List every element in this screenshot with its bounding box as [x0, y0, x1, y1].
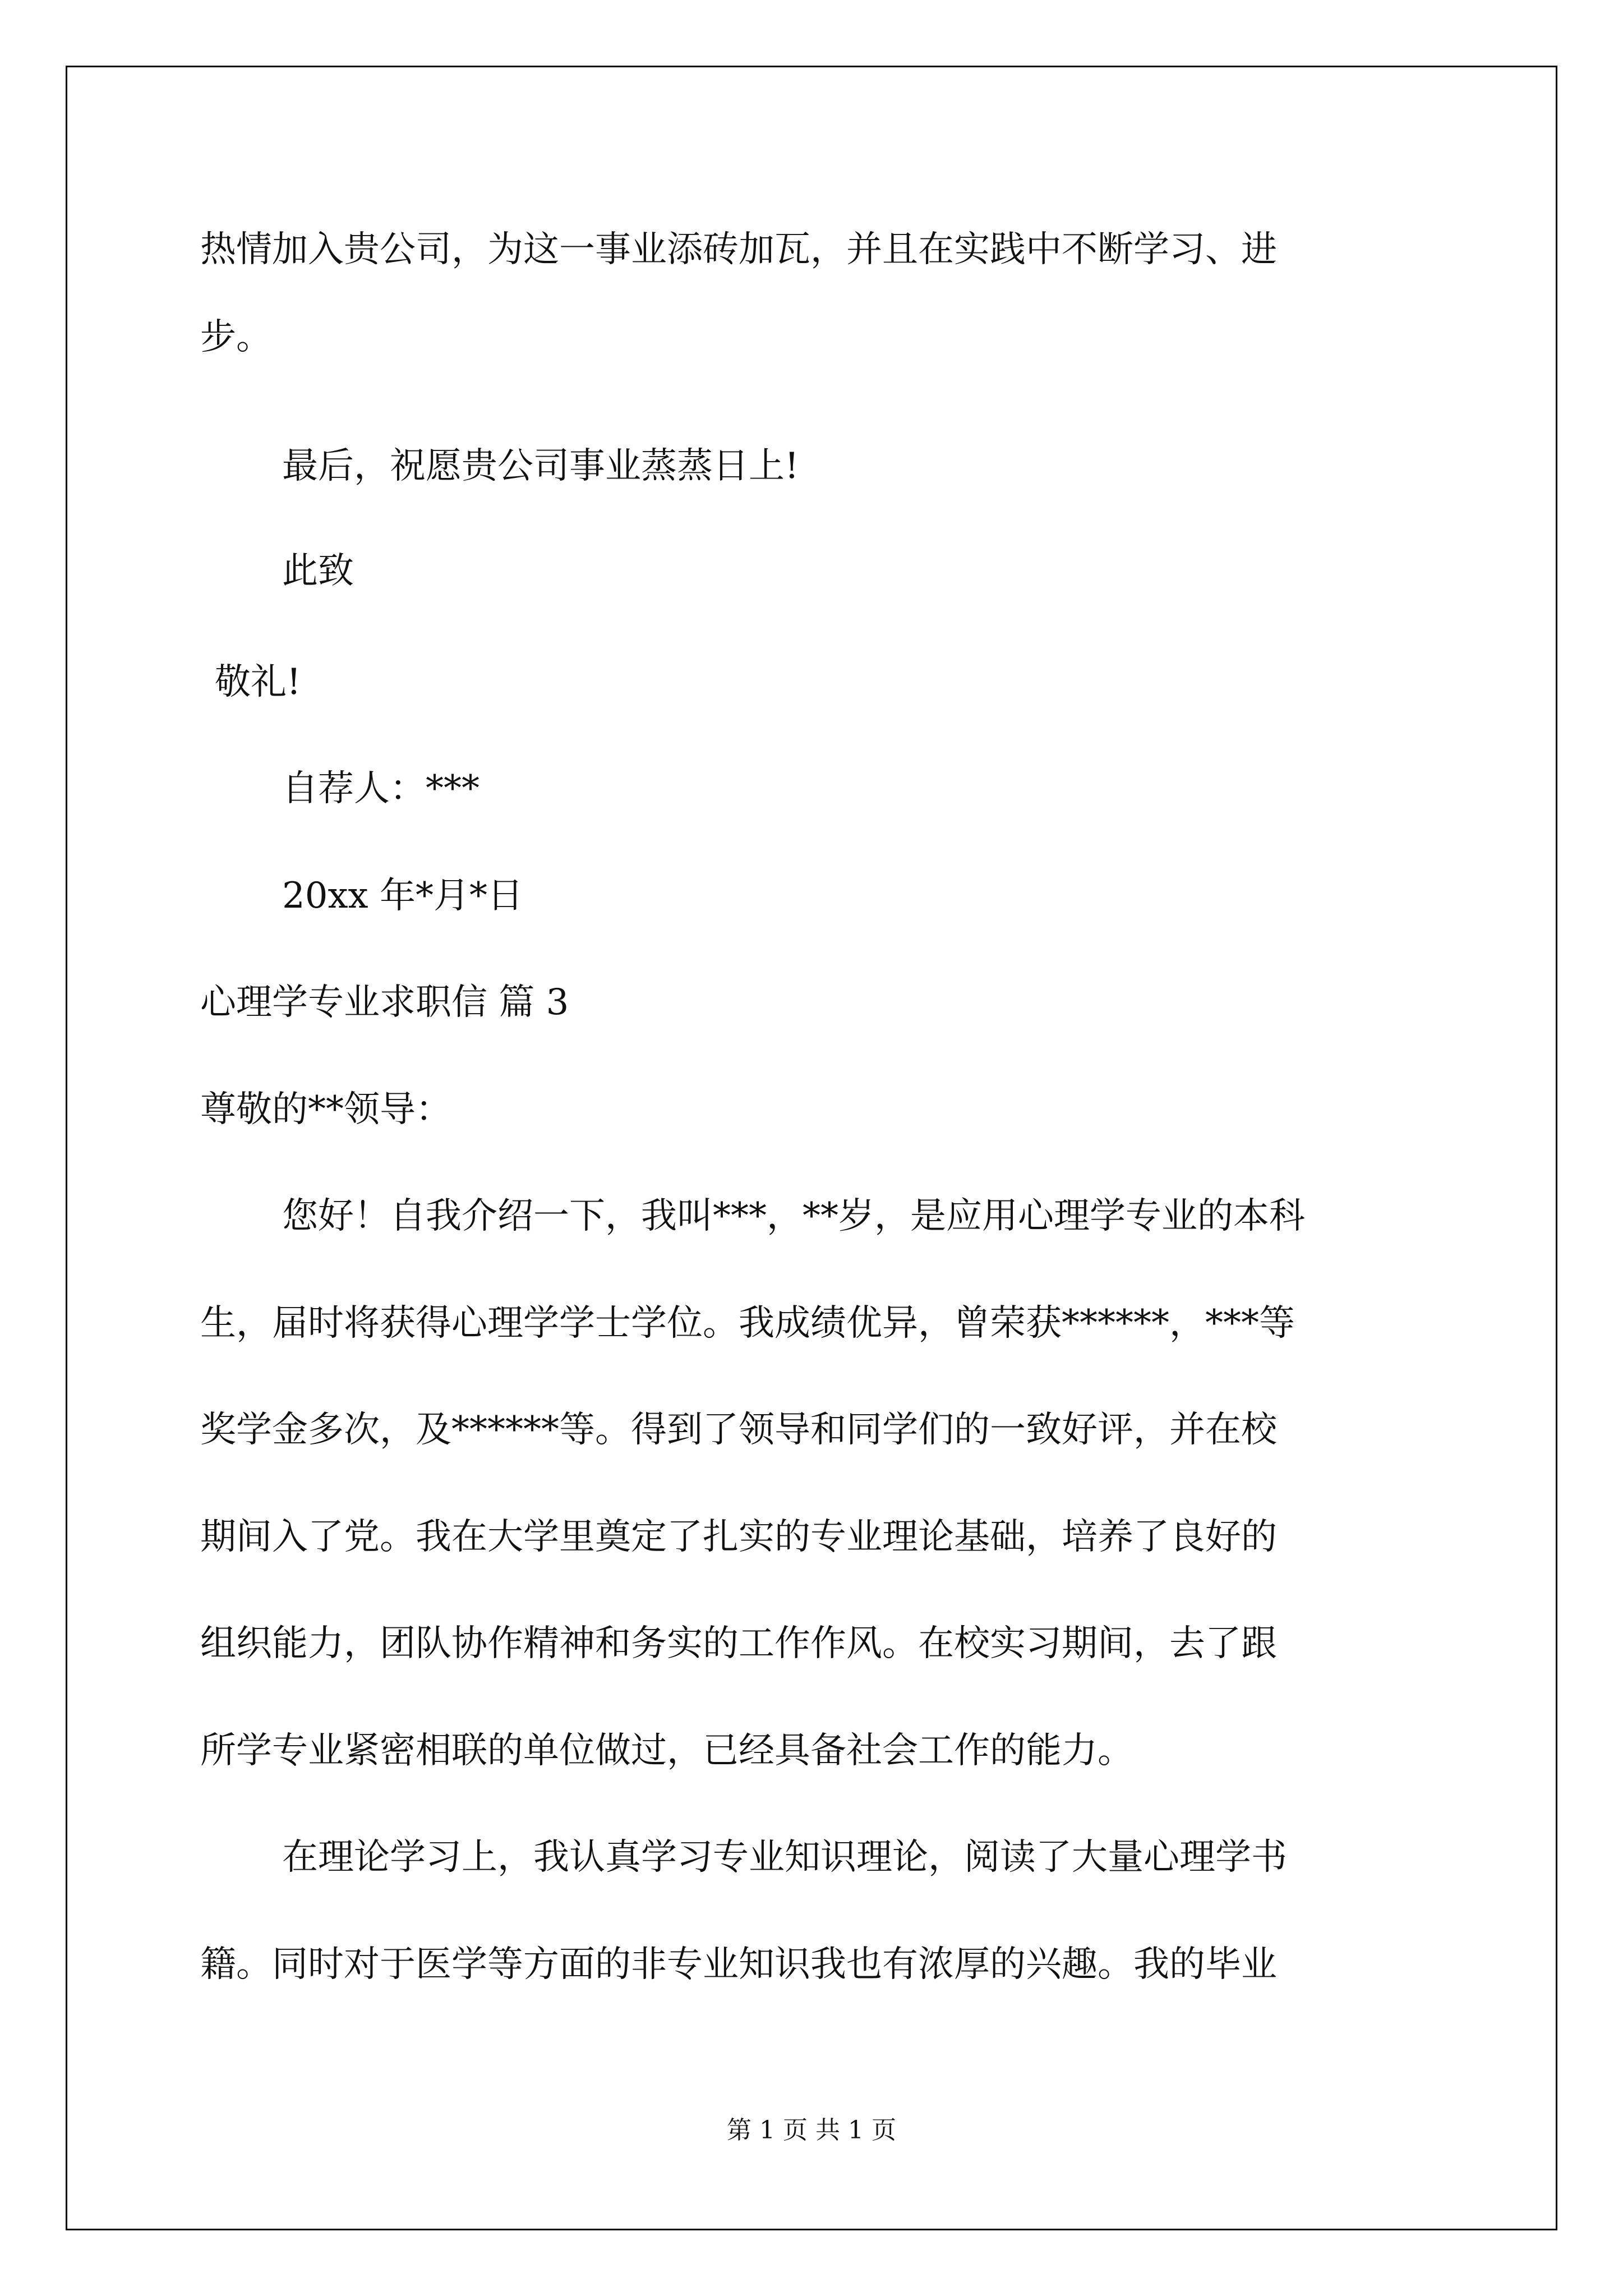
signature-line: 自荐人：***: [282, 768, 479, 809]
section-title: 心理学专业求职信 篇 3: [200, 982, 569, 1023]
body-line-8: 所学专业紧密相联的单位做过，已经具备社会工作的能力。: [200, 1730, 1133, 1772]
body-line-2: 步。: [200, 316, 272, 358]
body-line-9: 在理论学习上，我认真学习专业知识理论，阅读了大量心理学书: [282, 1837, 1287, 1878]
body-line-10: 籍。同时对于医学等方面的非专业知识我也有浓厚的兴趣。我的毕业: [200, 1944, 1277, 1985]
body-line-5: 奖学金多次，及******等。得到了领导和同学们的一致好评，并在校: [200, 1409, 1277, 1451]
body-line-7: 组织能力，团队协作精神和务实的工作作风。在校实习期间，去了跟: [200, 1623, 1277, 1664]
page-border: [66, 66, 1557, 2230]
body-line-3: 您好！自我介绍一下，我叫***，**岁，是应用心理学专业的本科: [282, 1195, 1305, 1237]
salutation-jingli: 敬礼!: [215, 661, 301, 703]
date-line: 20xx 年*月*日: [282, 875, 523, 917]
greeting-line: 尊敬的**领导：: [200, 1089, 451, 1130]
body-line-1: 热情加入贵公司，为这一事业添砖加瓦，并且在实践中不断学习、进: [200, 229, 1277, 270]
salutation-cizhi: 此致: [282, 550, 354, 592]
page-footer: 第 1 页 共 1 页: [727, 2116, 896, 2145]
closing-wish: 最后，祝愿贵公司事业蒸蒸日上!: [282, 445, 799, 487]
body-line-4: 生，届时将获得心理学学士学位。我成绩优异，曾荣获******，***等: [200, 1303, 1295, 1344]
body-line-6: 期间入了党。我在大学里奠定了扎实的专业理论基础，培养了良好的: [200, 1516, 1277, 1558]
